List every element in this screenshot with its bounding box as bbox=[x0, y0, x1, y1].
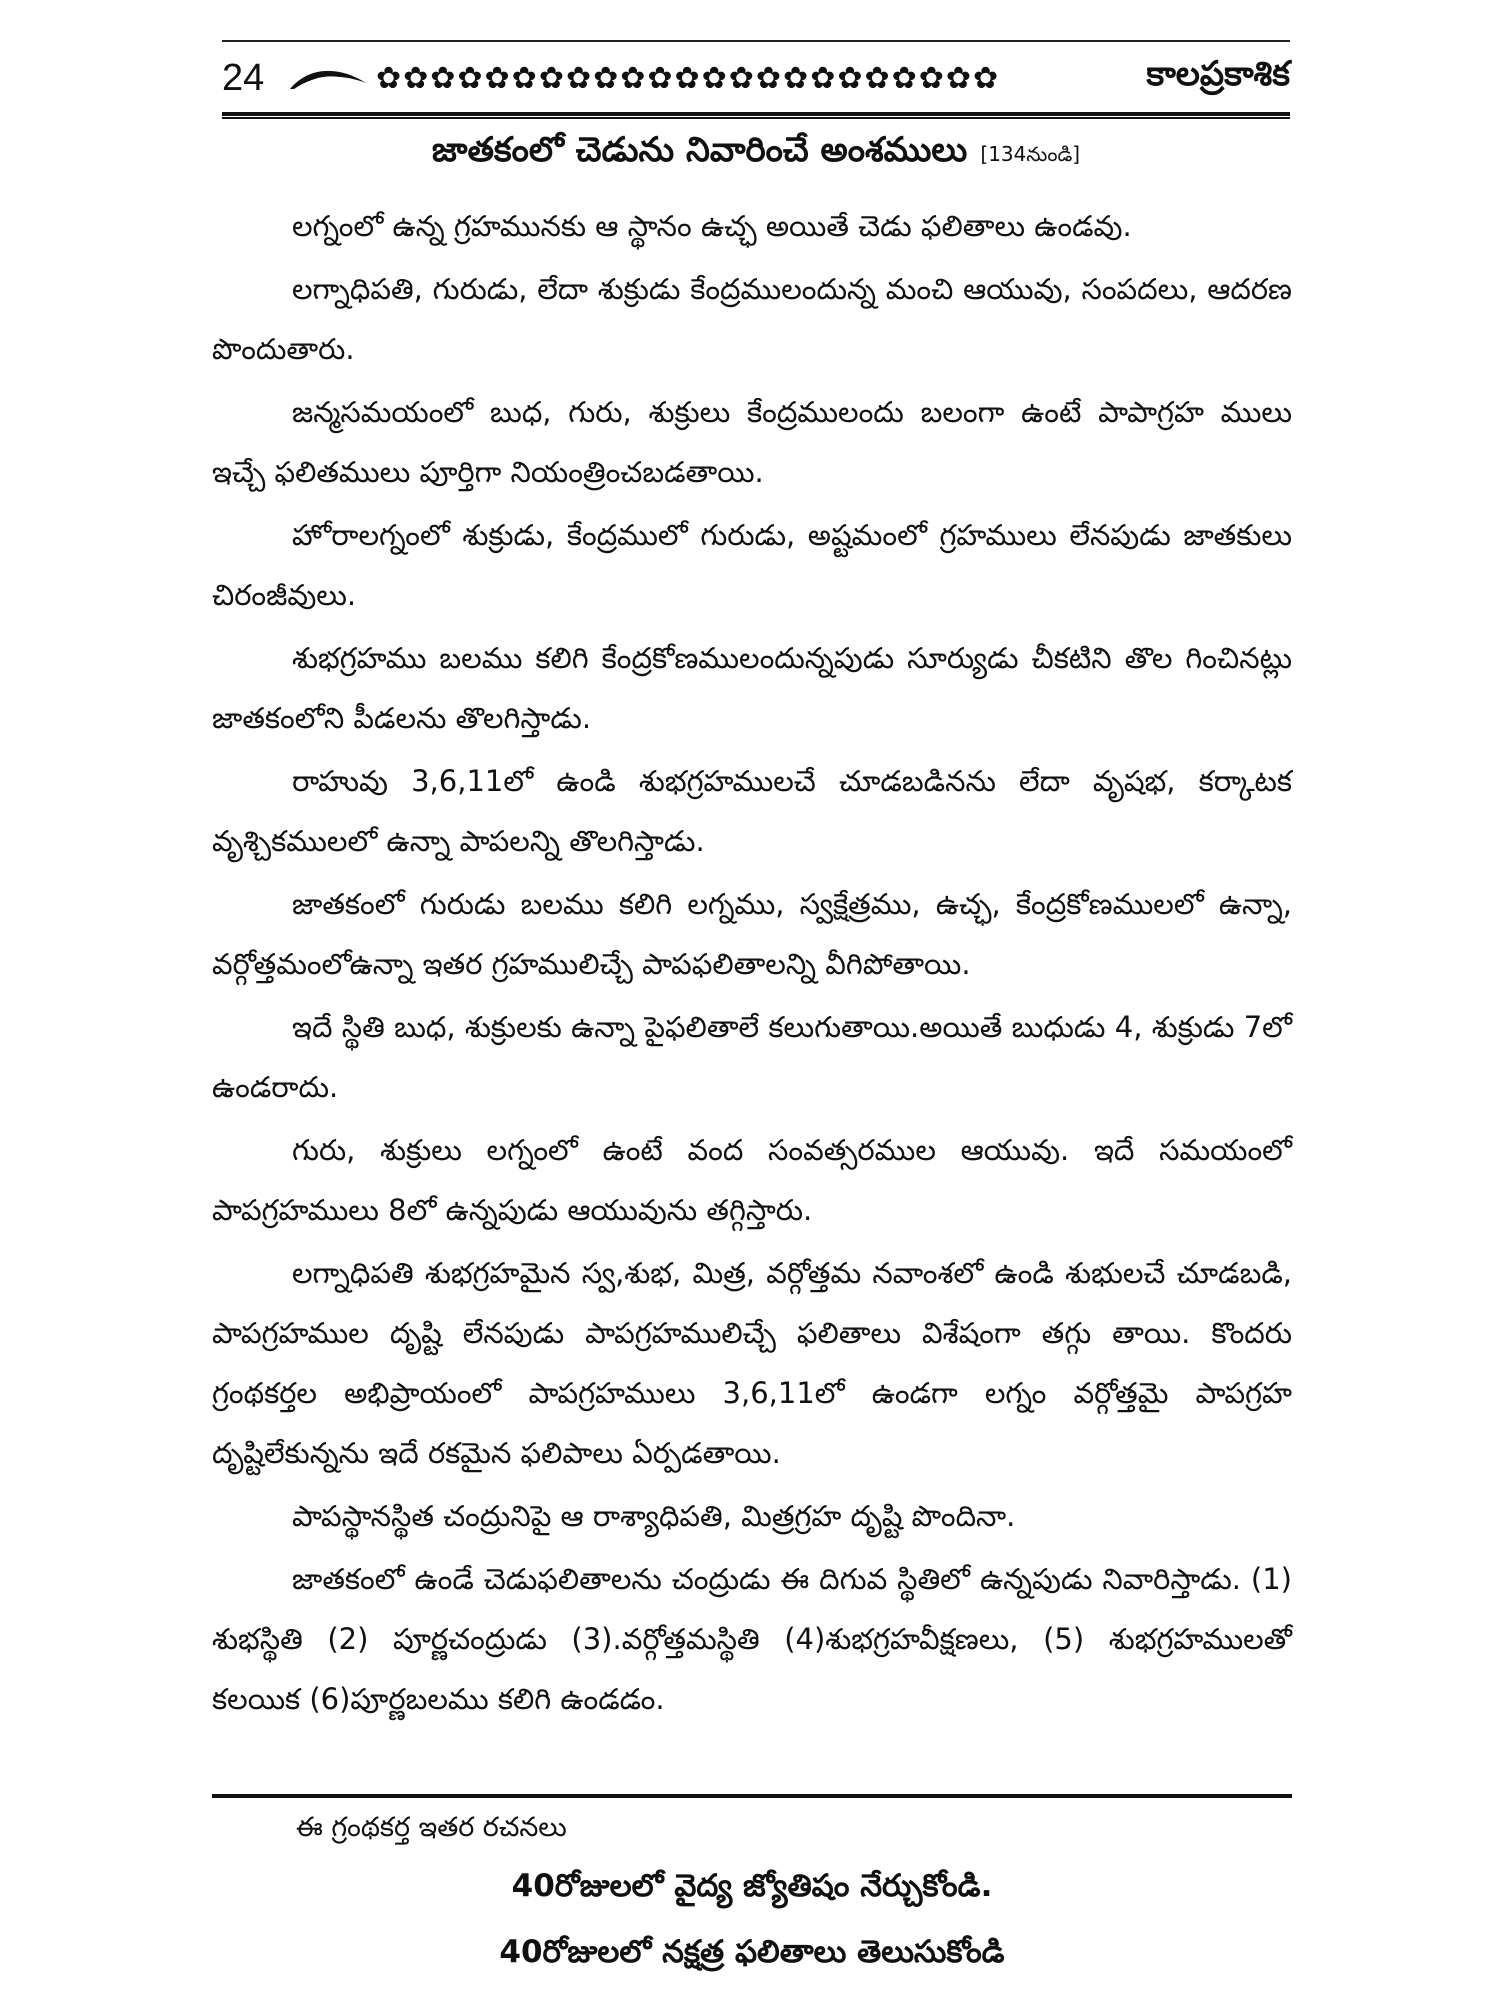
page-body bbox=[212, 196, 1292, 1732]
paragraph: లగ్నంలో ఉన్న గ్రహమునకు ఆ స్థానం ఉచ్ఛ అయితే చెడు ఫలితాలు ఉండవు. bbox=[292, 209, 1132, 243]
book-title: కాలప్రకాశిక bbox=[1146, 54, 1290, 94]
ornament-row: ✿✿✿✿✿✿✿✿✿✿✿✿✿✿✿✿✿✿✿✿✿✿✿ bbox=[376, 60, 1001, 96]
section-title: జాతకంలో చెడును నివారించే అంశములు bbox=[431, 130, 968, 170]
other-work-title: 40రోజులలో వైద్య జ్యోతిషం నేర్చుకోండి. bbox=[511, 1868, 993, 1904]
other-works-label: ఈ గ్రంథకర్త ఇతర రచనలు bbox=[296, 1812, 567, 1843]
paragraph: లగ్నాధిపతి శుభగ్రహమైన స్వ,శుభ, మిత్ర, వర్గోత్తమ నవాంశలో ఉండి శుభులచే చూడబడి, పాపగ్రహముల దృష్టి లేనపుడు పాపగ్రహములిచ్చే ఫలితాలు విశేషంగా తగ్గు తాయి. కొందరు గ్రంథకర్తల అభిప్రాయంలో పాపగ్రహములు 3,6,11లో ఉండగా లగ్నం వర్గోత్తమై పాపగ్రహ దృష్టిలేకున్నను ఇదే రకమైన ఫలిపాలు ఏర్పడతాయి. bbox=[212, 1256, 1292, 1470]
paragraph: పాపస్థానస్థిత చంద్రునిపై ఆ రాశ్యాధిపతి, మిత్రగ్రహ దృష్టి పొందినా. bbox=[292, 1499, 1016, 1533]
paragraph: జాతకంలో గురుడు బలము కలిగి లగ్నము, స్వక్షేత్రము, ఉచ్ఛ, కేంద్రకోణములలో ఉన్నా, వర్గోత్తమంలోఉన్నా ఇతర గ్రహములిచ్చే పాపఫలితాలన్ని వీగిపోతాయి. bbox=[212, 887, 1292, 981]
paragraph: ఇదే స్థితి బుధ, శుక్రులకు ఉన్నా పైఫలితాలే కలుగుతాయి.అయితే బుధుడు 4, శుక్రుడు 7లో ఉండరాదు. bbox=[212, 1010, 1292, 1104]
page-header bbox=[222, 52, 1290, 104]
swoosh-ornament-icon bbox=[288, 63, 368, 93]
paragraph: జాతకంలో ఉండే చెడుఫలితాలను చంద్రుడు ఈ దిగువ స్థితిలో ఉన్నపుడు నివారిస్తాడు. (1) శుభస్థితి (2) పూర్ణచంద్రుడు (3).వర్గోత్తమస్థితి (4)శుభగ్రహవీక్షణలు, (5) శుభగ్రహములతో కలయిక (6)పూర్ణబలము కలిగి ఉండడం. bbox=[212, 1562, 1292, 1716]
paragraph: జన్మసమయంలో బుధ, గురు, శుక్రులు కేంద్రములందు బలంగా ఉంటే పాపాగ్రహ ములు ఇచ్చే ఫలితములు పూర్తిగా నియంత్రించబడతాయి. bbox=[212, 395, 1292, 489]
paragraph: లగ్నాధిపతి, గురుడు, లేదా శుక్రుడు కేంద్రములందున్న మంచి ఆయువు, సంపదలు, ఆదరణ పొందుతారు. bbox=[212, 272, 1292, 366]
paragraph: హోరాలగ్నంలో శుక్రుడు, కేంద్రములో గురుడు, అష్టమంలో గ్రహములు లేనపుడు జాతకులు చిరంజీవులు. bbox=[212, 518, 1292, 612]
top-rule bbox=[222, 40, 1290, 42]
footer-rule bbox=[212, 1794, 1292, 1798]
page-number: 24 bbox=[222, 56, 265, 99]
section-heading bbox=[222, 130, 1290, 178]
section-note: [134నుండి] bbox=[980, 142, 1081, 166]
header-double-rule bbox=[222, 112, 1290, 119]
paragraph: శుభగ్రహము బలము కలిగి కేంద్రకోణములందున్నపుడు సూర్యుడు చీకటిని తొల గించినట్లు జాతకంలోని పీడలను తొలగిస్తాడు. bbox=[212, 641, 1292, 735]
other-work-title: 40రోజులలో నక్షత్ర ఫలితాలు తెలుసుకోండి bbox=[499, 1934, 1005, 1970]
paragraph: గురు, శుక్రులు లగ్నంలో ఉంటే వంద సంవత్సరముల ఆయువు. ఇదే సమయంలో పాపగ్రహములు 8లో ఉన్నపుడు ఆయువును తగ్గిస్తారు. bbox=[212, 1133, 1292, 1227]
paragraph: రాహువు 3,6,11లో ఉండి శుభగ్రహములచే చూడబడినను లేదా వృషభ, కర్కాటక వృశ్చికములలో ఉన్నా పాపలన్ని తొలగిస్తాడు. bbox=[212, 764, 1292, 858]
